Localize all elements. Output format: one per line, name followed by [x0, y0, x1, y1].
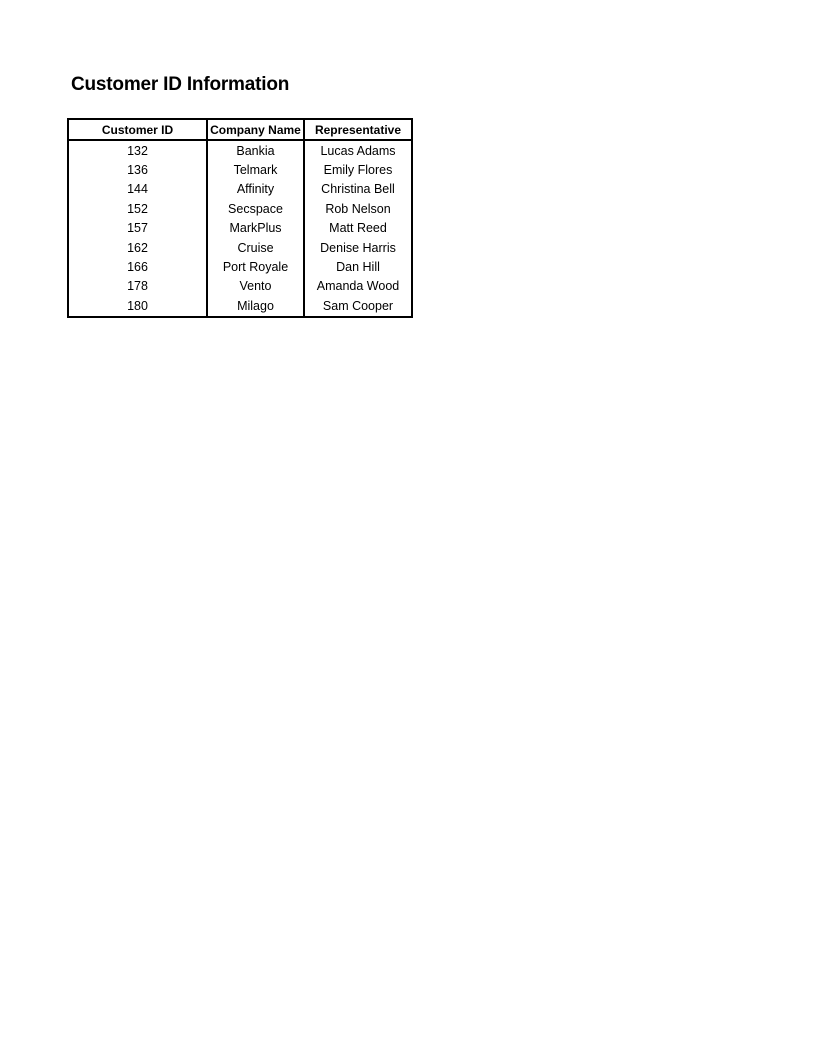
table-row	[68, 238, 412, 257]
company-name-cell: Telmark	[207, 160, 304, 179]
page-title: Customer ID Information	[71, 74, 290, 95]
table-header-row	[68, 119, 412, 140]
representative-cell: Sam Cooper	[304, 296, 412, 316]
table-row	[68, 219, 412, 238]
customer-id-cell: 132	[68, 140, 207, 160]
company-name-cell: Bankia	[207, 140, 304, 160]
header-customer-id: Customer ID	[68, 119, 207, 140]
company-name-cell: Affinity	[207, 180, 304, 199]
representative-cell: Christina Bell	[304, 180, 412, 199]
representative-cell: Rob Nelson	[304, 199, 412, 218]
representative-cell: Lucas Adams	[304, 140, 412, 160]
company-name-cell: Vento	[207, 277, 304, 296]
customer-id-cell: 166	[68, 257, 207, 276]
table-row	[68, 160, 412, 179]
representative-cell: Matt Reed	[304, 219, 412, 238]
company-name-cell: Port Royale	[207, 257, 304, 276]
customer-table	[67, 118, 413, 318]
representative-cell: Denise Harris	[304, 238, 412, 257]
customer-id-cell: 136	[68, 160, 207, 179]
representative-cell: Dan Hill	[304, 257, 412, 276]
customer-id-cell: 152	[68, 199, 207, 218]
table-row	[68, 296, 412, 316]
header-company-name: Company Name	[207, 119, 304, 140]
customer-id-cell: 144	[68, 180, 207, 199]
company-name-cell: MarkPlus	[207, 219, 304, 238]
representative-cell: Emily Flores	[304, 160, 412, 179]
table-row	[68, 180, 412, 199]
customer-id-cell: 162	[68, 238, 207, 257]
company-name-cell: Milago	[207, 296, 304, 316]
company-name-cell: Secspace	[207, 199, 304, 218]
company-name-cell: Cruise	[207, 238, 304, 257]
customer-id-cell: 178	[68, 277, 207, 296]
table-row	[68, 199, 412, 218]
customer-id-cell: 180	[68, 296, 207, 316]
table-row	[68, 140, 412, 160]
header-representative: Representative	[304, 119, 412, 140]
customer-id-cell: 157	[68, 219, 207, 238]
table-row	[68, 277, 412, 296]
table-row	[68, 257, 412, 276]
representative-cell: Amanda Wood	[304, 277, 412, 296]
